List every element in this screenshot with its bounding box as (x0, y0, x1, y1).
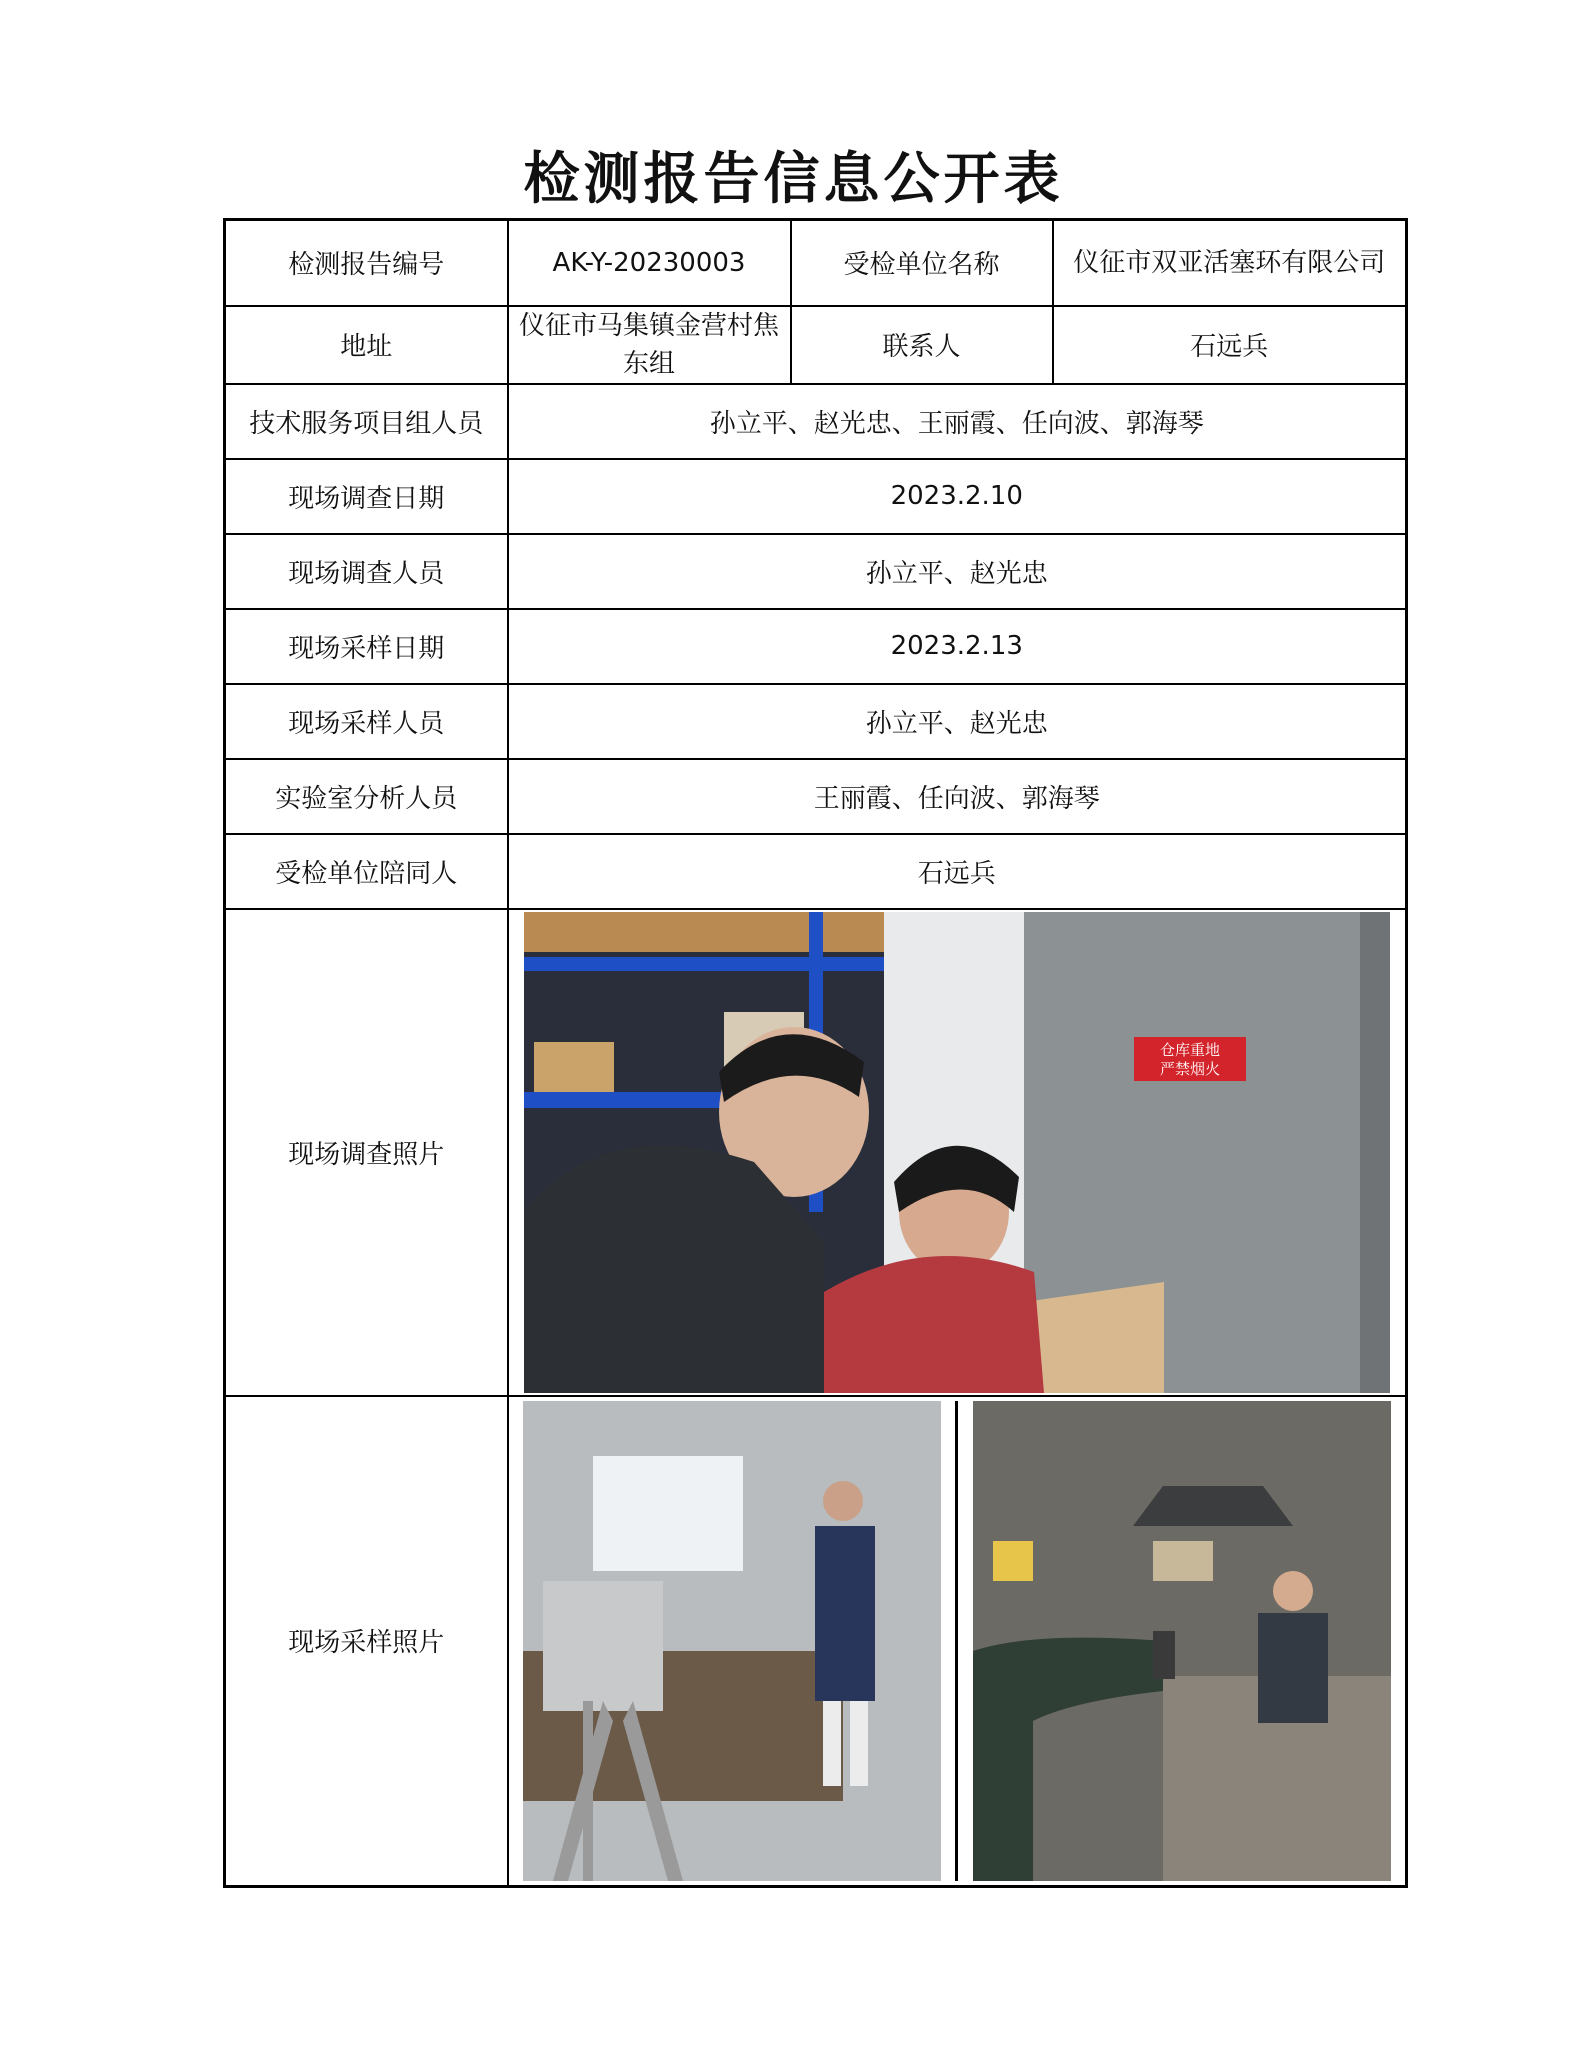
sampling-photo-right (973, 1401, 1391, 1881)
survey-photo-cell (508, 909, 1407, 1396)
contact-label: 联系人 (791, 306, 1053, 384)
survey-date-value: 2023.2.10 (508, 459, 1407, 534)
sign-line1: 仓库重地 (1159, 1040, 1220, 1059)
row-report-no (225, 220, 1407, 306)
escort-value: 石远兵 (508, 834, 1407, 909)
address-label: 地址 (225, 306, 508, 384)
row-survey-photo (225, 909, 1407, 1396)
row-sampling-photo (225, 1396, 1407, 1887)
report-table (223, 218, 1408, 1888)
lab-staff-label: 实验室分析人员 (225, 759, 508, 834)
survey-photo-label: 现场调查照片 (225, 909, 508, 1396)
contact-value: 石远兵 (1053, 306, 1407, 384)
escort-label: 受检单位陪同人 (225, 834, 508, 909)
row-address (225, 306, 1407, 384)
row-sampling-date (225, 609, 1407, 684)
address-value: 仪征市马集镇金营村焦东组 (508, 306, 791, 384)
row-escort (225, 834, 1407, 909)
sampling-date-label: 现场采样日期 (225, 609, 508, 684)
row-survey-date (225, 459, 1407, 534)
survey-staff-label: 现场调查人员 (225, 534, 508, 609)
survey-date-label: 现场调查日期 (225, 459, 508, 534)
sampling-photo-label: 现场采样照片 (225, 1396, 508, 1887)
lab-staff-value: 王丽霞、任向波、郭海琴 (508, 759, 1407, 834)
sampling-photos (509, 1401, 1406, 1881)
sampling-staff-value: 孙立平、赵光忠 (508, 684, 1407, 759)
row-team (225, 384, 1407, 459)
sign-line2: 严禁烟火 (1159, 1059, 1220, 1078)
unit-name-value: 仪征市双亚活塞环有限公司 (1053, 220, 1407, 306)
row-survey-staff (225, 534, 1407, 609)
sampling-photo-cell (508, 1396, 1407, 1887)
sampling-photo-left (523, 1401, 941, 1881)
team-value: 孙立平、赵光忠、王丽霞、任向波、郭海琴 (508, 384, 1407, 459)
team-label: 技术服务项目组人员 (225, 384, 508, 459)
row-lab-staff (225, 759, 1407, 834)
unit-name-label: 受检单位名称 (791, 220, 1053, 306)
report-no-label: 检测报告编号 (225, 220, 508, 306)
sampling-date-value: 2023.2.13 (508, 609, 1407, 684)
page-title: 检测报告信息公开表 (523, 147, 1064, 212)
row-sampling-staff (225, 684, 1407, 759)
sampling-staff-label: 现场采样人员 (225, 684, 508, 759)
survey-staff-value: 孙立平、赵光忠 (508, 534, 1407, 609)
report-no-value: AK-Y-20230003 (508, 220, 791, 306)
survey-photo (524, 912, 1390, 1393)
